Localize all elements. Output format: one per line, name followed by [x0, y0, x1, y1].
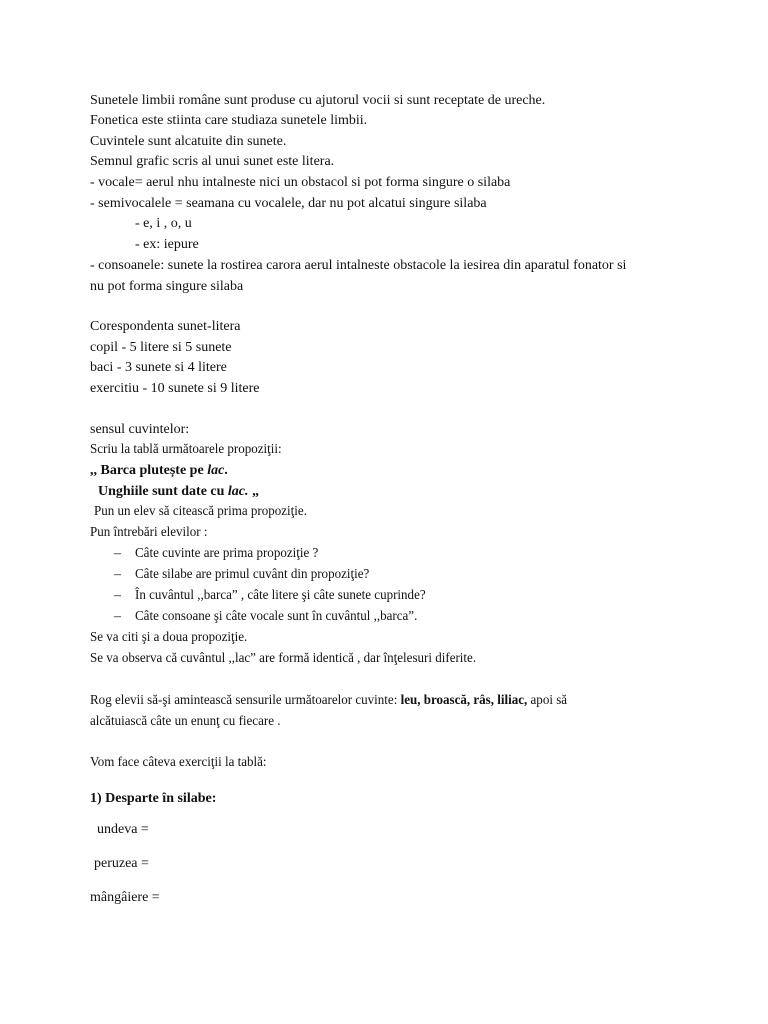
- exercises-intro: Vom face câteva exerciţii la tablă:: [90, 755, 267, 770]
- sentence-text: .: [224, 463, 228, 478]
- intro-line: Cuvintele sunt alcatuite din sunete.: [90, 134, 287, 149]
- intro-line: - semivocalele = seamana cu vocalele, dar nu pot alcatui singure silaba: [90, 196, 487, 211]
- exercise-heading: 1) Desparte în silabe:: [90, 791, 217, 806]
- intro-line: - ex: iepure: [135, 237, 199, 252]
- meaning-instruction: Scriu la tablă următoarele propoziţii:: [90, 442, 282, 457]
- intro-line: Sunetele limbii române sunt produse cu ajutorul vocii si sunt receptate de ureche.: [90, 93, 546, 108]
- exercise-item: peruzea =: [94, 856, 149, 871]
- intro-line: - e, i , o, u: [135, 216, 192, 231]
- example-sentence-1: [90, 462, 228, 480]
- correspondence-title: Corespondenta sunet-litera: [90, 319, 241, 334]
- question-item: În cuvântul ,,barca” , câte litere şi câte sunete cuprinde?: [135, 588, 426, 603]
- intro-line: nu pot forma singure silaba: [90, 279, 244, 294]
- intro-line: Semnul grafic scris al unui sunet este litera.: [90, 154, 335, 169]
- intro-line: - vocale= aerul nhu intalneste nici un obstacol si pot forma singure o silaba: [90, 175, 511, 190]
- sentence-keyword: lac: [207, 463, 225, 478]
- questions-intro: Pun întrebări elevilor :: [90, 525, 208, 540]
- exercise-item: undeva =: [97, 822, 149, 837]
- recall-words: leu, broască, râs, liliac,: [400, 693, 528, 708]
- bullet-dash: –: [114, 609, 121, 624]
- read-line: Pun un elev să citească prima propoziţie.: [94, 504, 307, 519]
- question-item: Câte silabe are primul cuvânt din propoziţie?: [135, 567, 370, 582]
- second-read-line: Se va citi şi a doua propoziţie.: [90, 630, 248, 645]
- observe-line: Se va observa că cuvântul ,,lac” are formă identică , dar înţelesuri diferite.: [90, 651, 477, 666]
- recall-text: Rog elevii să-şi amintească sensurile următoarelor cuvinte:: [90, 693, 401, 708]
- sentence-text: „: [248, 484, 260, 499]
- recall-text: apoi să: [527, 693, 568, 708]
- intro-line: - consoanele: sunete la rostirea carora aerul intalneste obstacole la iesirea din aparatul fonator si: [90, 258, 627, 273]
- sentence-text: Unghiile sunt date cu: [98, 484, 228, 499]
- correspondence-item: baci - 3 sunete si 4 litere: [90, 360, 227, 375]
- bullet-dash: –: [114, 567, 121, 582]
- intro-line: Fonetica este stiinta care studiaza sunetele limbii.: [90, 113, 368, 128]
- correspondence-item: exercitiu - 10 sunete si 9 litere: [90, 381, 260, 396]
- sentence-keyword: lac.: [227, 484, 249, 499]
- bullet-dash: –: [114, 588, 121, 603]
- correspondence-item: copil - 5 litere si 5 sunete: [90, 340, 232, 355]
- example-sentence-2: [98, 483, 259, 501]
- sentence-text: ,, Barca plutește pe: [90, 463, 208, 478]
- exercise-item: mângâiere =: [90, 890, 160, 905]
- bullet-dash: –: [114, 546, 121, 561]
- meaning-title: sensul cuvintelor:: [90, 422, 190, 437]
- recall-line: [90, 692, 567, 710]
- question-item: Câte consoane şi câte vocale sunt în cuvântul ,,barca”.: [135, 609, 418, 624]
- question-item: Câte cuvinte are prima propoziţie ?: [135, 546, 319, 561]
- recall-line-2: alcătuiască câte un enunţ cu fiecare .: [90, 714, 281, 729]
